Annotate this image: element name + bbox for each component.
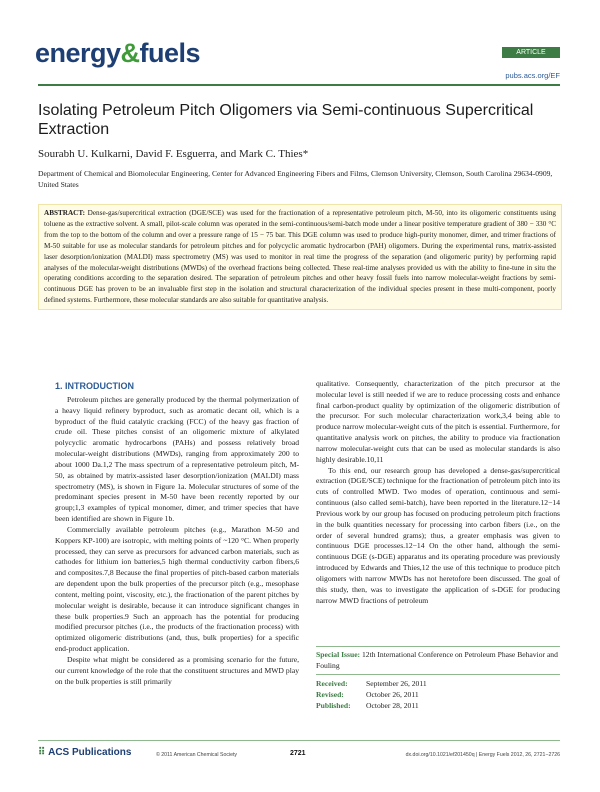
special-issue-note <box>316 646 560 671</box>
article-type-badge: ARTICLE <box>502 47 560 58</box>
journal-logo <box>35 38 200 69</box>
left-column <box>55 395 299 687</box>
intro-paragraph-4: qualitative. Consequently, characterization of the pitch precursor at the molecular level is still needed if we are to reduce processing costs and enhance final carbon-product quality by optimization of the oligomeric distribution of the precursor. For such molecular characterization work,3,4 being able to produce narrow molecular-weight cuts of the pitch is essential. Furthermore, for quantitative analysis work on pitches, the ability to produce via fractionation narrow molecular-weight cuts that can be used as molecular standards is also highly desirable.10,11 <box>316 379 560 464</box>
intro-paragraph-1: Petroleum pitches are generally produced by the thermal polymerization of a heavy liquid refinery byproduct, such as aromatic decant oil, which is a byproduct of the fluid catalytic cracking (FCC) of the heavy gas fraction of crude oil. These pitches consist of an oligomeric mixture of alkylated polycyclic aromatic hydrocarbons (PAHs) and possess relatively broad molecular-weight distributions (MWDs), ranging from approximately 200 to about 1000 Da.1,2 The mass spectrum of a representative petroleum pitch, M-50, as obtained by matrix-assisted laser desorption/ionization (MALDI) mass spectrometry (MS), is shown in Figure 1a. Molecular structures of some of the predominant species present in M-50 have been recently reported by our group;1,3 examples of typical monomer, dimer, and trimer species that have been identified are shown in Figure 1b. <box>55 395 299 524</box>
journal-logo-text: energy&fuels <box>35 38 201 68</box>
date-row-published <box>316 700 560 711</box>
right-column <box>316 379 560 606</box>
date-value: October 26, 2011 <box>366 690 419 699</box>
doi-citation[interactable]: dx.doi.org/10.1021/ef201450q | Energy Fuels 2012, 26, 2721−2726 <box>405 752 560 758</box>
page-number: 2721 <box>290 750 306 757</box>
abstract-label: ABSTRACT: <box>44 209 86 217</box>
page-footer <box>38 740 560 759</box>
intro-paragraph-2: Commercially available petroleum pitches (e.g., Marathon M-50 and Koppers KP-100) are isotropic, with melting points of ~120 °C. When properly processed, they can serve as precursors for advanced carbon materials, such as cathodes for lithium ion batteries,5 high thermal conductivity carbon fibers,6 and composites.7,8 Because the final properties of pitch-based carbon materials are dependent upon the bulk properties of the precursor pitch (e.g., mesophase content, melting point, viscosity, etc.), the fractionation of the parent pitches by molecular weight is desirable, because it can introduce significant changes in these bulk properties.9 Such an approach has the potential for producing modified precursor pitches (i.e., the products of the fractionation process) with optimized oligomeric distributions (and, thus, bulk properties) for a specific end-product application. <box>55 524 299 654</box>
special-issue-label: Special Issue: <box>316 650 361 659</box>
acs-dots-icon: ⠿ <box>38 747 46 758</box>
publication-dates <box>316 674 560 711</box>
logo-ampersand: & <box>120 38 140 68</box>
abstract-box <box>38 204 562 310</box>
intro-paragraph-3: Despite what might be considered as a promising scenario for the future, our current knowledge of the role that the constituent structures and MWD play on the bulk properties is still primarily <box>55 654 299 686</box>
acs-publications-logo <box>38 747 131 758</box>
date-value: October 28, 2011 <box>366 701 419 710</box>
section-heading-introduction: 1. INTRODUCTION <box>55 381 135 391</box>
title-divider <box>38 84 560 86</box>
paper-title: Isolating Petroleum Pitch Oligomers via Semi-continuous Supercritical Extraction <box>38 102 534 138</box>
date-label: Received: <box>316 679 348 688</box>
date-row-revised <box>316 689 560 700</box>
date-row-received <box>316 678 560 689</box>
affiliation: Department of Chemical and Biomolecular Engineering, Center for Advanced Engineering Fibers and Films, Clemson University, Clemson, South Carolina 29634-0909, United States <box>38 169 553 189</box>
date-label: Revised: <box>316 690 344 699</box>
date-label: Published: <box>316 701 351 710</box>
copyright-notice: © 2011 American Chemical Society <box>156 752 237 758</box>
author-list: Sourabh U. Kulkarni, David F. Esguerra, and Mark C. Thies* <box>38 148 309 160</box>
abstract-text: Dense-gas/supercritical extraction (DGE/SCE) was used for the fractionation of a representative petroleum pitch, M-50, into its oligomeric constituents using toluene as the extractive solvent. A small, pilot-scale column was operated in the semi-continuous/semi-batch mode under a linear positive temperature gradient of 380 − 330 °C from the top to the bottom of the column and over a pressure range of 15 − 75 bar. This DGE column was used to produce high-purity monomer, dimer, and trimer fractions of M-50 suitable for use as molecular standards for petroleum pitches and for polycyclic aromatic hydrocarbon (PAH) oligomers. During the experimental runs, matrix-assisted laser desorption/ionization (MALDI) mass spectrometry (MS) was used to monitor in real time the progress of the separation (and oligomeric purity) by performing rapid analyses of the molecular-weight distributions (MWDs) of the overhead fractions being collected. These real-time analyses provided us with the ability to fine-tune in situ the operating conditions according to the separation desired. The separation of petroleum pitches and other heavy fossil fuels into narrow molecular-weight fractions by semi-continuous DGE has proven to be an invaluable first step in the isolation and structural characterization of the individual species present in these multi-component, poorly defined systems. Furthermore, these molecular standards are also suitable for quantitative analysis. <box>44 209 557 305</box>
journal-url-link[interactable]: pubs.acs.org/EF <box>505 71 560 80</box>
date-value: September 26, 2011 <box>366 679 427 688</box>
intro-paragraph-5: To this end, our research group has developed a dense-gas/supercritical extraction (DGE/SCE) technique for the fractionation of petroleum pitch into its cuts of controlled MWD. Two modes of operation, continuous and semi-continuous (also called semi-batch), have been reported in the literature.12−14 Previous work by our group has focused on producing petroleum pitch fractions in the bulk quantities necessary for processing into carbon fibers (i.e., on the order of several hundred grams); thus, a greater emphasis was given to continuous DGE processes.12−14 On the other hand, although the semi-continuous DGE (s-DGE) apparatus and its operating procedure was previously introduced by Edwards and Thies,12 the use of this technique to produce pitch oligomers with narrow MWDs has not heretofore been discussed. The goal of this study, then, was to investigate the application of s-DGE for producing narrow MWD fractions of petroleum <box>316 465 560 605</box>
special-issue-text: 12th International Conference on Petroleum Phase Behavior and Fouling <box>316 650 558 670</box>
acs-publications-text: ACS Publications <box>48 747 132 758</box>
